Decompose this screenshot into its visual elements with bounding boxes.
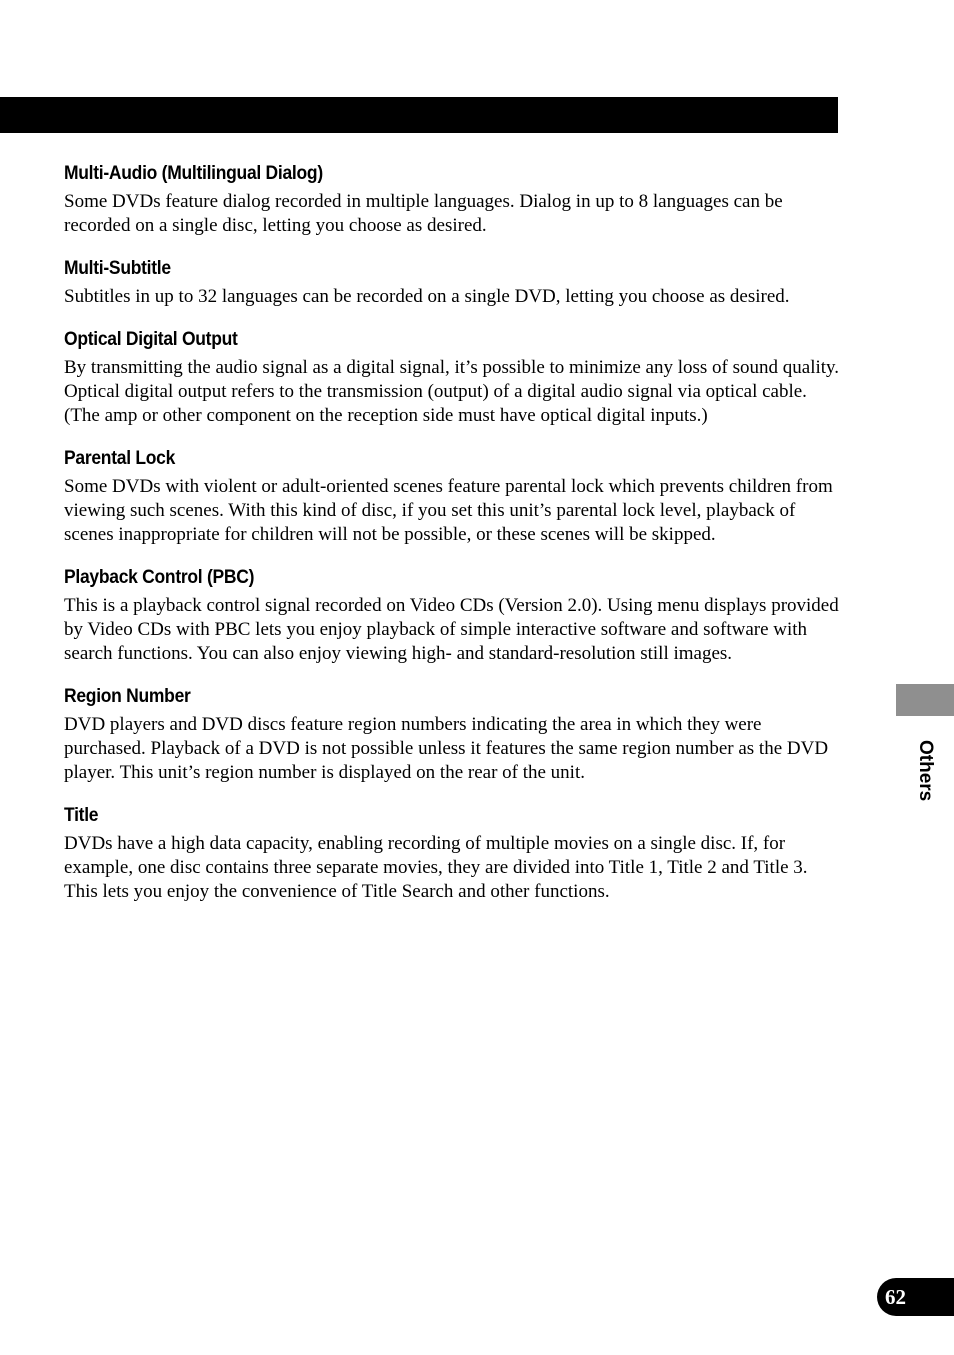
section-multi-audio — [64, 160, 840, 238]
section-region-number — [64, 683, 840, 785]
section-heading: Multi-Subtitle — [64, 258, 171, 279]
section-playback-control — [64, 564, 840, 666]
section-heading: Title — [64, 805, 99, 826]
section-body: DVDs have a high data capacity, enabling recording of multiple movies on a single disc. If, for example, one disc contains three separate movies, they are divided into Title 1, Title 2 and Title 3. This lets you enjoy the convenience of Title Search and other functions. — [64, 833, 808, 902]
chapter-tab-label: Others — [915, 740, 936, 802]
section-body: By transmitting the audio signal as a digital signal, it’s possible to minimize any loss of sound quality. Optical digital output refers to the transmission (output) of a digital audio signal via optical cable. (The amp or other component on the reception side must have optical digital inputs.) — [64, 357, 840, 426]
section-parental-lock — [64, 445, 840, 547]
section-body: This is a playback control signal recorded on Video CDs (Version 2.0). Using menu displays provided by Video CDs with PBC lets you enjoy playback of simple interactive software and software with search functions. You can also enjoy viewing high- and standard-resolution still images. — [64, 595, 839, 664]
section-multi-subtitle — [64, 255, 840, 309]
section-heading: Multi-Audio (Multilingual Dialog) — [64, 163, 323, 184]
section-heading: Parental Lock — [64, 448, 176, 469]
page-number: 62 — [877, 1278, 954, 1316]
section-heading: Optical Digital Output — [64, 329, 238, 350]
glossary-content — [64, 160, 840, 921]
section-heading: Region Number — [64, 686, 191, 707]
section-body: Some DVDs feature dialog recorded in multiple languages. Dialog in up to 8 languages can be recorded on a single disc, letting you choose as desired. — [64, 191, 783, 236]
section-body: Some DVDs with violent or adult-oriented scenes feature parental lock which prevents children from viewing such scenes. With this kind of disc, if you set this unit’s parental lock level, playback of scenes inappropriate for children will not be possible, or these scenes will be skipped. — [64, 476, 833, 545]
section-body: Subtitles in up to 32 languages can be recorded on a single DVD, letting you choose as desired. — [64, 286, 790, 307]
header-bar — [0, 97, 838, 133]
section-optical-digital-output — [64, 326, 840, 428]
section-title — [64, 802, 840, 904]
section-heading: Playback Control (PBC) — [64, 567, 255, 588]
section-body: DVD players and DVD discs feature region numbers indicating the area in which they were purchased. Playback of a DVD is not possible unless it features the same region number as the DVD player. This unit’s region number is displayed on the rear of the unit. — [64, 714, 829, 783]
chapter-tab-marker — [896, 684, 954, 716]
